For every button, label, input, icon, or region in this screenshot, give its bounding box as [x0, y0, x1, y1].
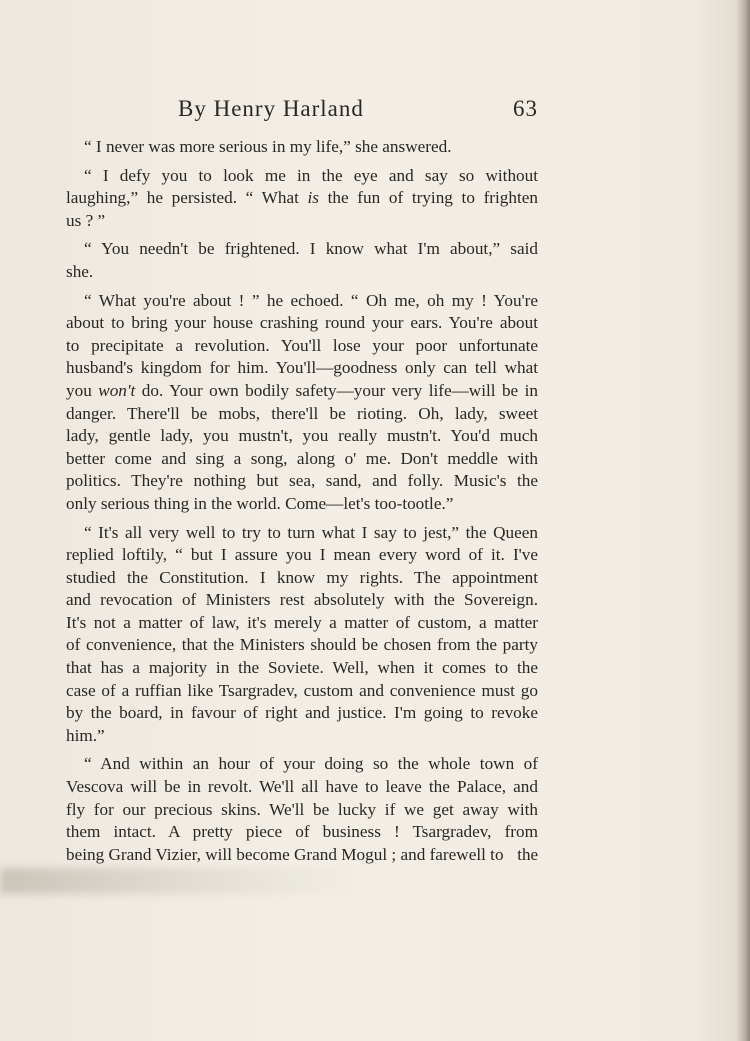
text-line: “ And within an hour of your doing so the whole town of — [84, 754, 538, 774]
emphasis: is — [307, 188, 319, 208]
text-line: “ You needn't be frightened. I know what I'm about,” said — [84, 239, 538, 259]
text-line: she. — [66, 261, 94, 281]
text-line: studied the Constitution. I know my rights. The appointment — [66, 567, 538, 587]
text-line: him.” — [66, 725, 105, 745]
text-line: fly for our precious skins. We'll be lucky if we get away with — [66, 799, 538, 819]
text-line: better come and sing a song, along o' me. Don't meddle with — [66, 448, 538, 468]
text-line: It's not a matter of law, it's merely a matter of custom, a matter — [66, 612, 538, 632]
paragraph — [66, 522, 538, 748]
text-line: only serious thing in the world. Come—let's too-tootle.” — [66, 493, 454, 513]
running-title: By Henry Harland — [178, 96, 364, 121]
catchword: the — [517, 845, 538, 864]
body-text — [66, 136, 538, 872]
text-line: husband's kingdom for him. You'll—goodness only can tell what — [66, 358, 538, 378]
text-line: “ I defy you to look me in the eye and say so without — [84, 165, 538, 185]
text-line: danger. There'll be mobs, there'll be rioting. Oh, lady, sweet — [66, 403, 538, 423]
text-line: by the board, in favour of right and justice. I'm going to revoke — [66, 703, 538, 723]
emphasis: won't — [98, 380, 136, 400]
text-line: Vescova will be in revolt. We'll all have to leave the Palace, and — [66, 777, 538, 797]
text-line: replied loftily, “ but I assure you I mean every word of it. I've — [66, 545, 538, 565]
text-line: “ It's all very well to try to turn what I say to jest,” the Queen — [84, 522, 538, 542]
text-line: us ? ” — [66, 210, 106, 230]
text-line: “ What you're about ! ” he echoed. “ Oh me, oh my ! You're — [84, 290, 538, 310]
text-line: of convenience, that the Ministers should be chosen from the party — [66, 635, 538, 655]
paragraph — [66, 753, 538, 866]
text-line: politics. They're nothing but sea, sand, and folly. Music's the — [66, 471, 538, 491]
page-edge-shadow — [736, 0, 750, 1041]
text-line: case of a ruffian like Tsargradev, custom and convenience must go — [66, 680, 538, 700]
paragraph — [66, 290, 538, 516]
running-head — [178, 96, 538, 130]
page-number: 63 — [513, 96, 538, 121]
paragraph — [66, 136, 538, 159]
text-line: that has a majority in the Soviete. Well, when it comes to the — [66, 658, 538, 678]
text-line: laughing,” he persisted. “ What is the fun of trying to frighten — [66, 188, 538, 208]
text-line: lady, gentle lady, you mustn't, you really mustn't. You'd much — [66, 426, 538, 446]
text-line: to precipitate a revolution. You'll lose your poor unfortunate — [66, 335, 538, 355]
text-line: “ I never was more serious in my life,” she answered. — [84, 137, 452, 156]
paragraph — [66, 165, 538, 233]
text-line: and revocation of Ministers rest absolutely with the Sovereign. — [66, 590, 538, 610]
text-line: being Grand Vizier, will become Grand Mogul ; and farewell to — [66, 844, 504, 864]
paragraph — [66, 238, 538, 283]
text-line: them intact. A pretty piece of business ! Tsargradev, from — [66, 822, 538, 842]
text-line: about to bring your house crashing round your ears. You're about — [66, 313, 538, 333]
text-line: you won't do. Your own bodily safety—your very life—will be in — [66, 380, 539, 400]
